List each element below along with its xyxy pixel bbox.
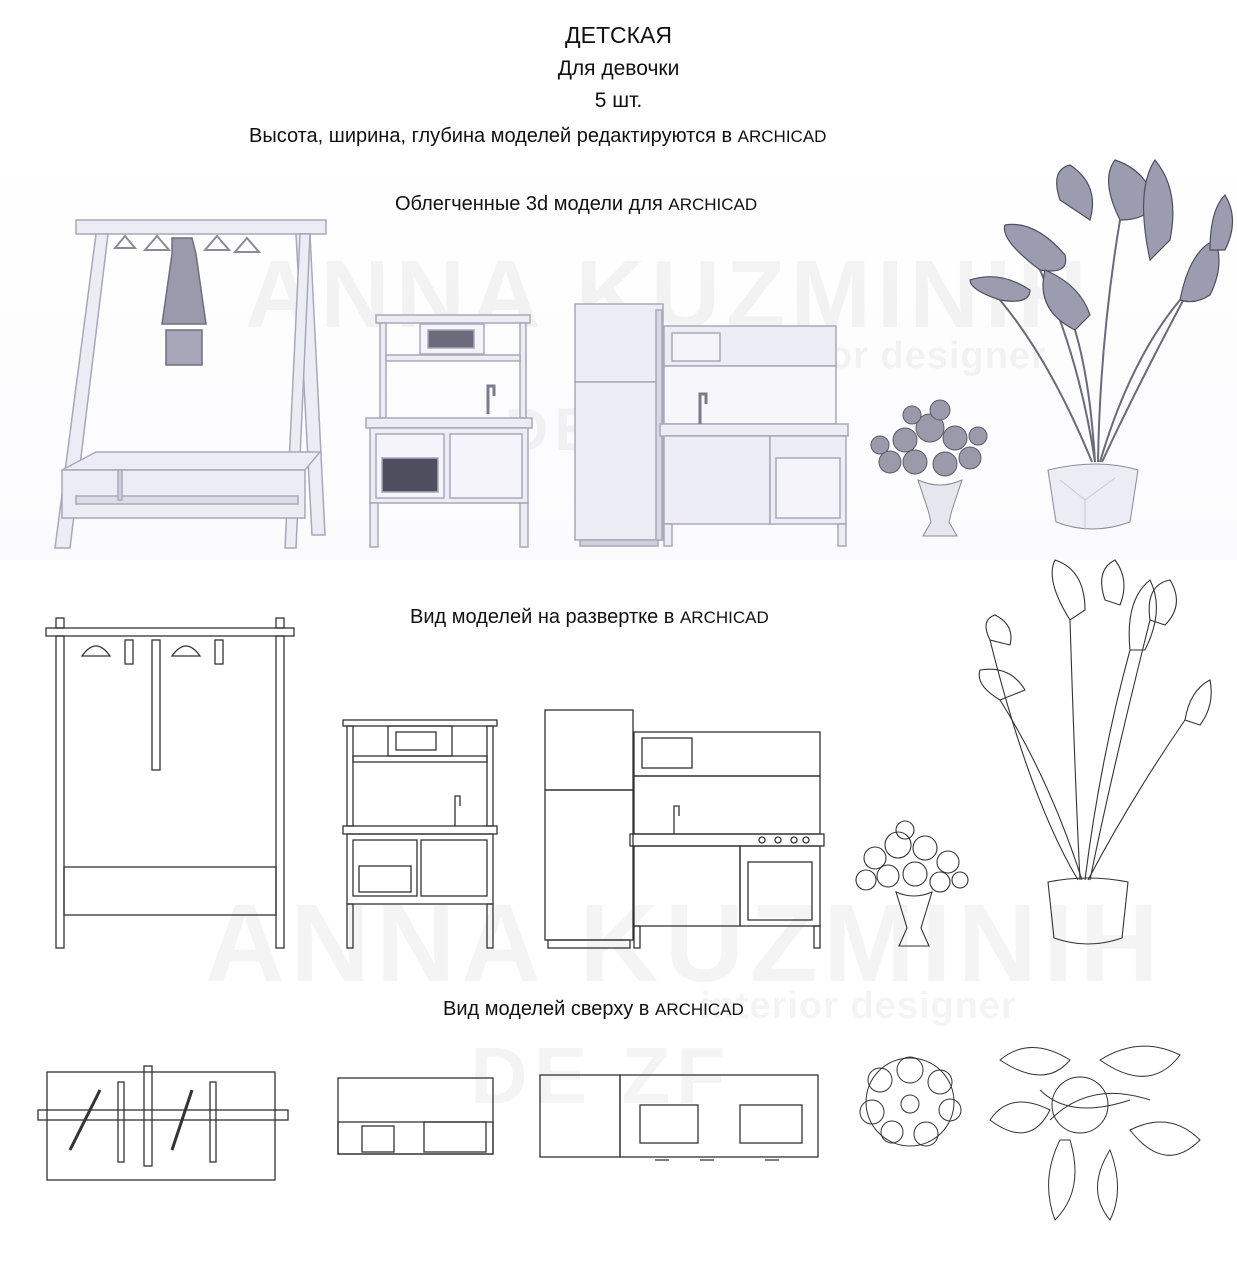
flower-vase-top-icon [860, 1057, 961, 1146]
section-elevation-label: Вид моделей на развертке в [410, 606, 680, 628]
fridge-kitchen-3d-icon [575, 304, 848, 546]
small-kitchen-3d-icon [366, 315, 532, 547]
edit-note-brand: ARCHICAD [737, 127, 827, 146]
fridge-kitchen-top-icon [540, 1075, 818, 1160]
section-3d-brand: ARCHICAD [668, 195, 758, 214]
item-count: 5 шт. [594, 89, 643, 112]
section-top-brand: ARCHICAD [654, 1000, 744, 1019]
clothes-rack-3d-icon [55, 220, 326, 548]
page-subtitle: Для девочки [557, 57, 680, 80]
small-kitchen-top-icon [338, 1078, 493, 1154]
flower-vase-3d-icon [871, 400, 987, 536]
potted-plant-3d-icon [970, 160, 1233, 530]
potted-plant-top-icon [990, 1046, 1200, 1220]
potted-plant-elevation-icon [979, 560, 1211, 944]
fridge-kitchen-elevation-icon [545, 710, 824, 948]
small-kitchen-elevation-icon [343, 720, 497, 948]
flower-vase-elevation-icon [856, 821, 968, 946]
section-elevation-brand: ARCHICAD [679, 608, 769, 627]
section-3d-label: Облегченные 3d модели для [395, 193, 669, 215]
clothes-rack-top-icon [38, 1066, 288, 1180]
edit-note-text: Высота, ширина, глубина моделей редактируются в [249, 125, 738, 147]
section-top-label: Вид моделей сверху в [443, 998, 655, 1020]
clothes-rack-elevation-icon [46, 618, 294, 948]
page-title: ДЕТСКАЯ [565, 22, 672, 48]
